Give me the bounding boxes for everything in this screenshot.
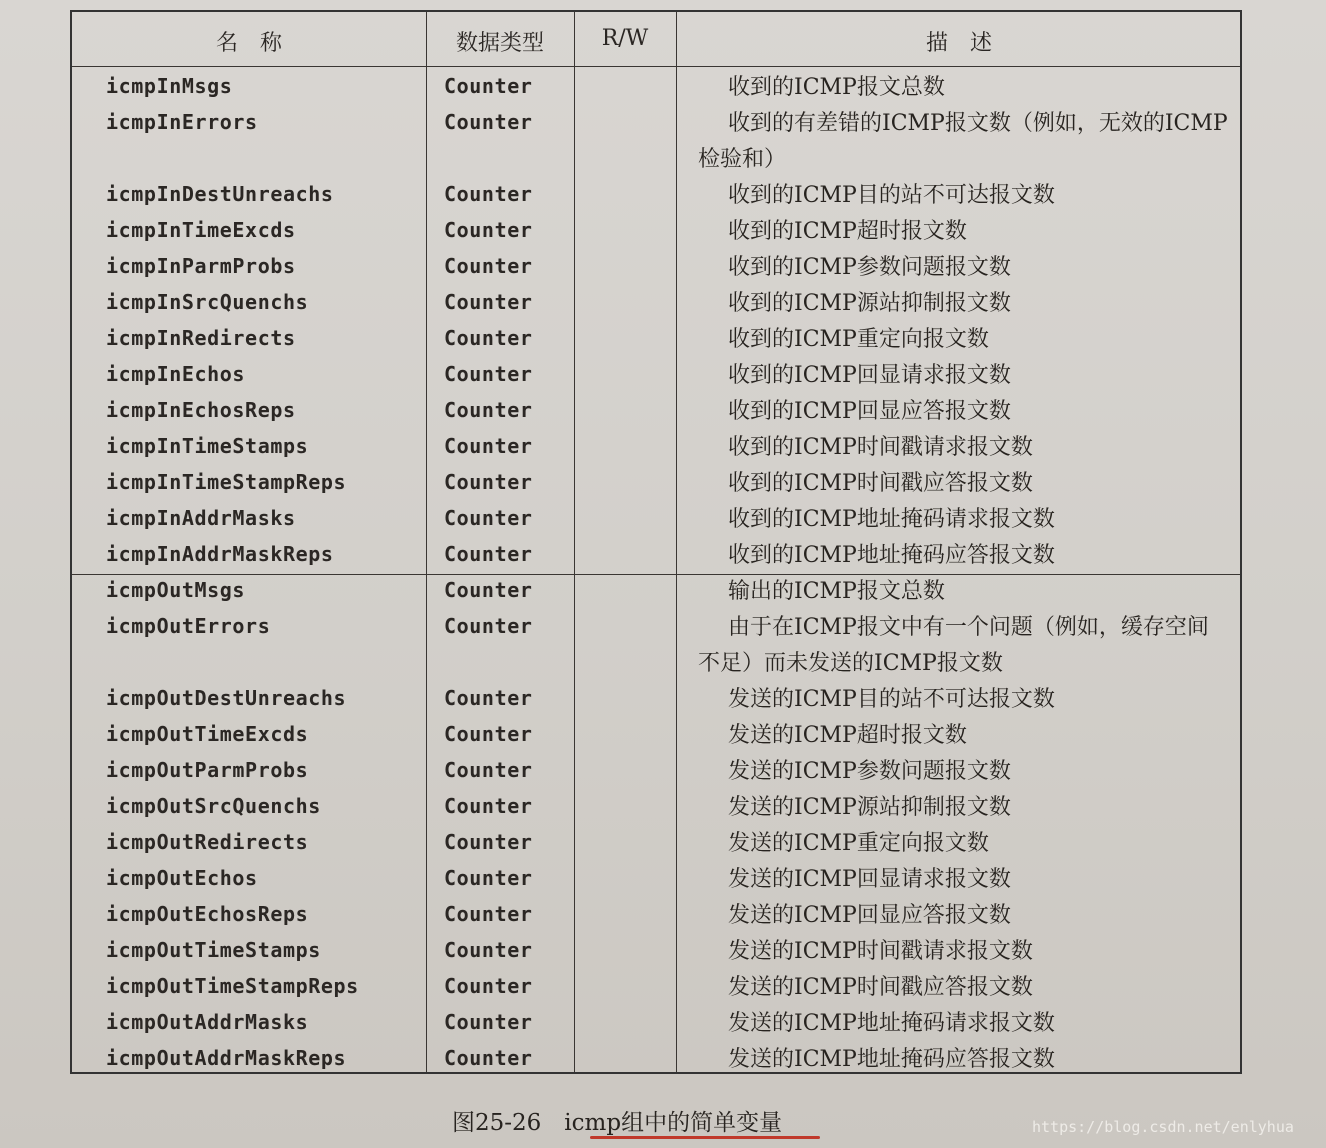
data-type: Counter bbox=[444, 434, 533, 458]
table-row bbox=[72, 1010, 1240, 1046]
data-type: Counter bbox=[444, 794, 533, 818]
description: 收到的ICMP目的站不可达报文数 bbox=[728, 183, 1055, 208]
data-type: Counter bbox=[444, 830, 533, 854]
data-type: Counter bbox=[444, 182, 533, 206]
table-row bbox=[72, 938, 1240, 974]
data-type: Counter bbox=[444, 74, 533, 98]
variable-name: icmpInEchosReps bbox=[106, 398, 296, 422]
data-type: Counter bbox=[444, 290, 533, 314]
watermark: https://blog.csdn.net/enlyhua bbox=[1032, 1118, 1294, 1136]
table-row bbox=[72, 182, 1240, 218]
table-row bbox=[72, 758, 1240, 794]
variable-name: icmpInMsgs bbox=[106, 74, 233, 98]
variable-name: icmpOutTimeExcds bbox=[106, 722, 309, 746]
table-row bbox=[72, 1046, 1240, 1082]
description: 发送的ICMP时间戳应答报文数 bbox=[728, 975, 1033, 1000]
variable-name: icmpOutMsgs bbox=[106, 578, 246, 602]
table-row bbox=[72, 74, 1240, 110]
table-row bbox=[72, 290, 1240, 326]
description: 收到的ICMP报文总数 bbox=[728, 75, 945, 100]
icmp-variables-table bbox=[70, 10, 1242, 1074]
description: 收到的ICMP重定向报文数 bbox=[728, 327, 989, 352]
variable-name: icmpInEchos bbox=[106, 362, 246, 386]
description: 发送的ICMP时间戳请求报文数 bbox=[728, 939, 1033, 964]
description: 发送的ICMP回显请求报文数 bbox=[728, 867, 1011, 892]
table-row bbox=[72, 506, 1240, 542]
description: 收到的ICMP回显请求报文数 bbox=[728, 363, 1011, 388]
data-type: Counter bbox=[444, 614, 533, 638]
description: 收到的ICMP超时报文数 bbox=[728, 219, 967, 244]
variable-name: icmpOutDestUnreachs bbox=[106, 686, 347, 710]
description: 收到的ICMP参数问题报文数 bbox=[728, 255, 1011, 280]
table-row bbox=[72, 614, 1240, 676]
data-type: Counter bbox=[444, 506, 533, 530]
data-type: Counter bbox=[444, 938, 533, 962]
variable-name: icmpInAddrMaskReps bbox=[106, 542, 334, 566]
table-row bbox=[72, 398, 1240, 434]
description: 收到的ICMP地址掩码应答报文数 bbox=[728, 543, 1055, 568]
description: 发送的ICMP地址掩码应答报文数 bbox=[728, 1047, 1055, 1072]
variable-name: icmpInDestUnreachs bbox=[106, 182, 334, 206]
variable-name: icmpOutTimeStampReps bbox=[106, 974, 359, 998]
description: 发送的ICMP超时报文数 bbox=[728, 723, 967, 748]
variable-name: icmpInErrors bbox=[106, 110, 258, 134]
header-rw: R/W bbox=[601, 26, 649, 51]
description: 由于在ICMP报文中有一个问题（例如，缓存空间不足）而未发送的ICMP报文数 bbox=[698, 615, 1209, 676]
table-row bbox=[72, 902, 1240, 938]
table-row bbox=[72, 794, 1240, 830]
table-row bbox=[72, 686, 1240, 722]
table-row bbox=[72, 830, 1240, 866]
variable-name: icmpInRedirects bbox=[106, 326, 296, 350]
data-type: Counter bbox=[444, 578, 533, 602]
red-underline bbox=[590, 1136, 820, 1139]
header-rule bbox=[72, 66, 1240, 67]
description: 收到的ICMP时间戳请求报文数 bbox=[728, 435, 1033, 460]
description: 收到的ICMP源站抑制报文数 bbox=[728, 291, 1011, 316]
variable-name: icmpInParmProbs bbox=[106, 254, 296, 278]
header-name: 名 称 bbox=[215, 31, 282, 56]
variable-name: icmpOutAddrMasks bbox=[106, 1010, 309, 1034]
variable-name: icmpInTimeExcds bbox=[106, 218, 296, 242]
data-type: Counter bbox=[444, 974, 533, 998]
table-row bbox=[72, 542, 1240, 578]
variable-name: icmpInAddrMasks bbox=[106, 506, 296, 530]
table-row bbox=[72, 218, 1240, 254]
header-desc: 描 述 bbox=[925, 31, 992, 56]
description: 收到的ICMP回显应答报文数 bbox=[728, 399, 1011, 424]
data-type: Counter bbox=[444, 758, 533, 782]
table-row bbox=[72, 254, 1240, 290]
variable-name: icmpOutEchos bbox=[106, 866, 258, 890]
description: 收到的有差错的ICMP报文数（例如，无效的ICMP检验和） bbox=[698, 111, 1228, 172]
data-type: Counter bbox=[444, 542, 533, 566]
data-type: Counter bbox=[444, 1046, 533, 1070]
description: 输出的ICMP报文总数 bbox=[728, 579, 945, 604]
data-type: Counter bbox=[444, 470, 533, 494]
variable-name: icmpOutRedirects bbox=[106, 830, 309, 854]
description: 发送的ICMP参数问题报文数 bbox=[728, 759, 1011, 784]
variable-name: icmpOutSrcQuenchs bbox=[106, 794, 321, 818]
variable-name: icmpOutAddrMaskReps bbox=[106, 1046, 347, 1070]
variable-name: icmpOutTimeStamps bbox=[106, 938, 321, 962]
variable-name: icmpInTimeStampReps bbox=[106, 470, 347, 494]
data-type: Counter bbox=[444, 722, 533, 746]
description: 发送的ICMP源站抑制报文数 bbox=[728, 795, 1011, 820]
data-type: Counter bbox=[444, 398, 533, 422]
variable-name: icmpOutParmProbs bbox=[106, 758, 309, 782]
data-type: Counter bbox=[444, 686, 533, 710]
description: 发送的ICMP目的站不可达报文数 bbox=[728, 687, 1055, 712]
table-row bbox=[72, 470, 1240, 506]
data-type: Counter bbox=[444, 326, 533, 350]
data-type: Counter bbox=[444, 902, 533, 926]
table-row bbox=[72, 434, 1240, 470]
variable-name: icmpOutEchosReps bbox=[106, 902, 309, 926]
description: 发送的ICMP回显应答报文数 bbox=[728, 903, 1011, 928]
data-type: Counter bbox=[444, 362, 533, 386]
variable-name: icmpInTimeStamps bbox=[106, 434, 309, 458]
table-row bbox=[72, 578, 1240, 614]
description: 收到的ICMP地址掩码请求报文数 bbox=[728, 507, 1055, 532]
data-type: Counter bbox=[444, 218, 533, 242]
data-type: Counter bbox=[444, 1010, 533, 1034]
variable-name: icmpOutErrors bbox=[106, 614, 271, 638]
table-row bbox=[72, 722, 1240, 758]
table-row bbox=[72, 326, 1240, 362]
data-type: Counter bbox=[444, 110, 533, 134]
description: 发送的ICMP地址掩码请求报文数 bbox=[728, 1011, 1055, 1036]
data-type: Counter bbox=[444, 254, 533, 278]
table-row bbox=[72, 110, 1240, 172]
data-type: Counter bbox=[444, 866, 533, 890]
figure-caption: 图25-26 icmp组中的简单变量 bbox=[452, 1110, 783, 1136]
description: 收到的ICMP时间戳应答报文数 bbox=[728, 471, 1033, 496]
header-type: 数据类型 bbox=[455, 31, 544, 56]
table-row bbox=[72, 974, 1240, 1010]
variable-name: icmpInSrcQuenchs bbox=[106, 290, 309, 314]
table-row bbox=[72, 866, 1240, 902]
description: 发送的ICMP重定向报文数 bbox=[728, 831, 989, 856]
table-row bbox=[72, 362, 1240, 398]
